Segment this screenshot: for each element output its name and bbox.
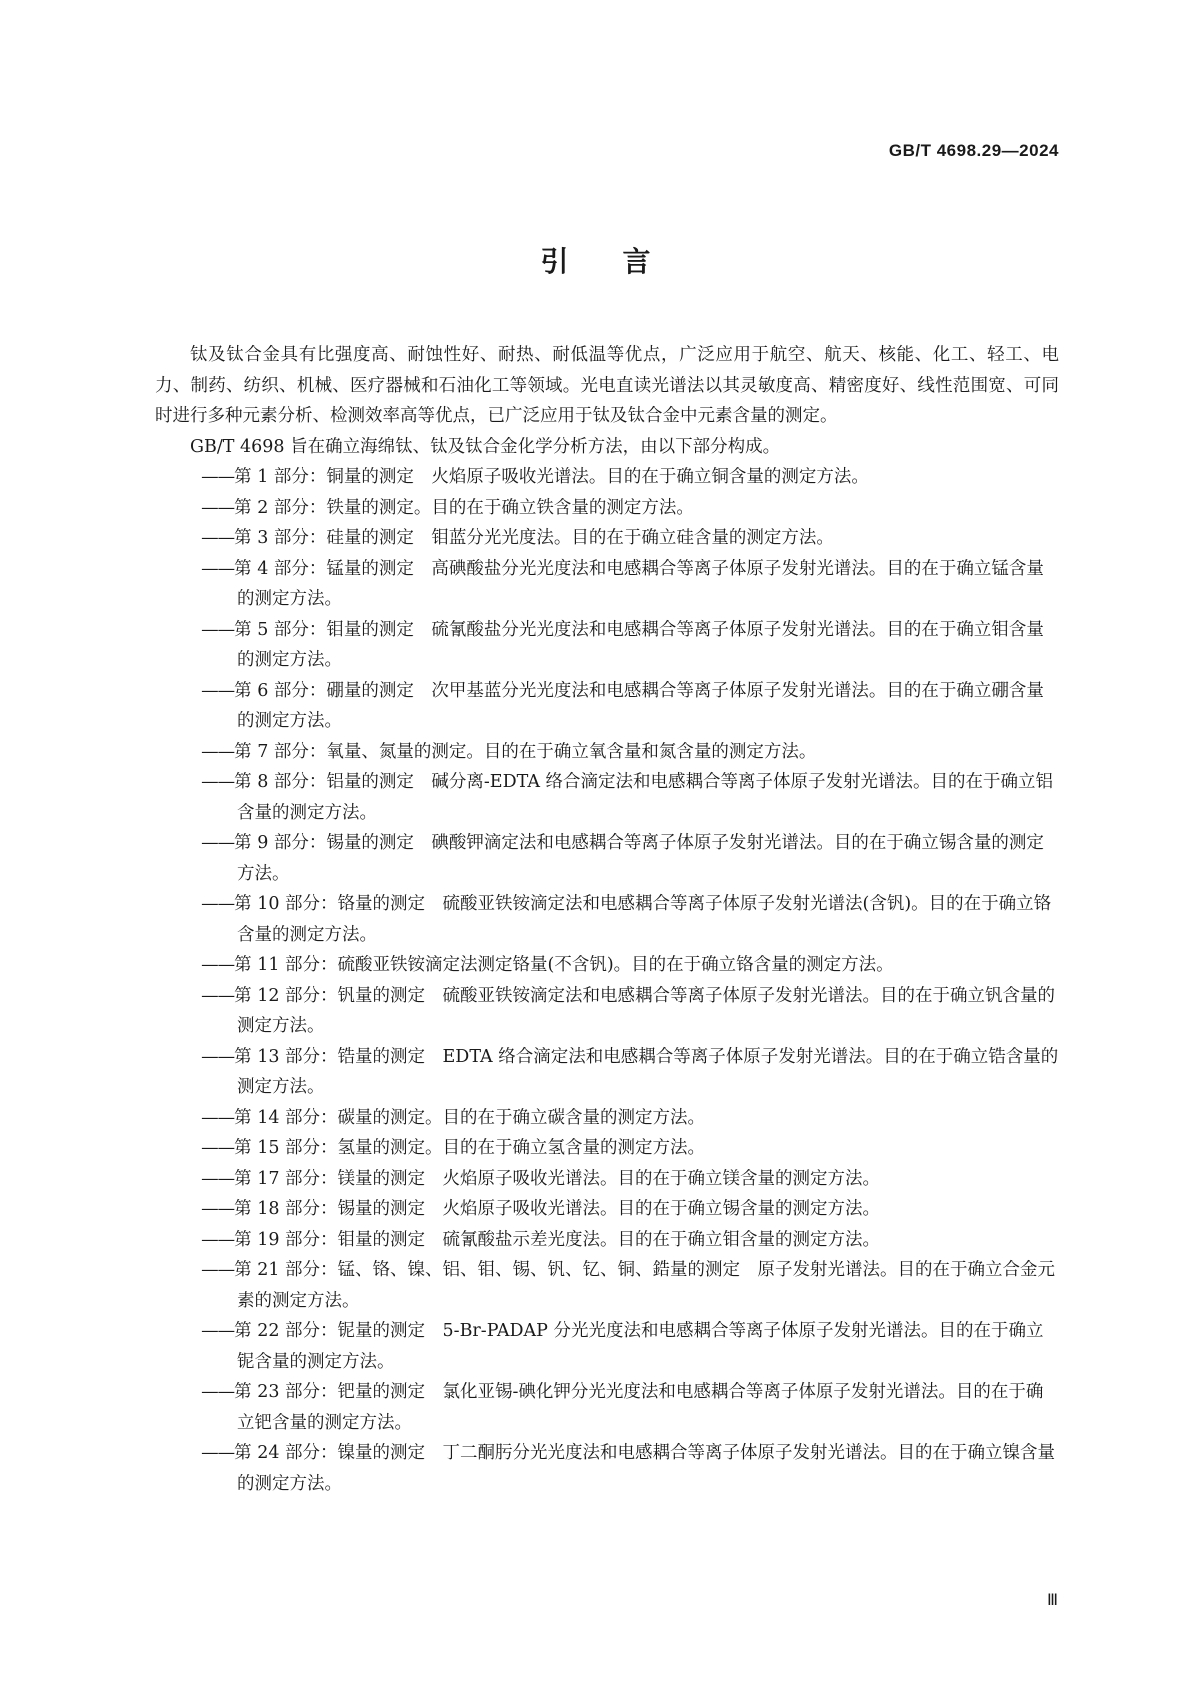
list-item-text: 第 4 部分：锰量的测定 高碘酸盐分光光度法和电感耦合等离子体原子发射光谱法。目的在于确立锰含量的测定方法。 [234,558,1044,609]
list-dash: —— [201,833,235,853]
list-item-text: 第 2 部分：铁量的测定。目的在于确立铁含量的测定方法。 [234,497,694,518]
list-item-text: 第 5 部分：钼量的测定 硫氰酸盐分光光度法和电感耦合等离子体原子发射光谱法。目的在于确立钼含量的测定方法。 [234,619,1044,670]
list-dash: —— [201,558,235,579]
list-item-text: 第 10 部分：铬量的测定 硫酸亚铁铵滴定法和电感耦合等离子体原子发射光谱法(含钒)。目的在于确立铬含量的测定方法。 [234,894,1052,945]
list-item [189,676,1059,737]
list-item-text: 第 19 部分：钼量的测定 硫氰酸盐示差光度法。目的在于确立钼含量的测定方法。 [234,1229,881,1250]
list-item-text: 第 11 部分：硫酸亚铁铵滴定法测定铬量(不含钒)。目的在于确立铬含量的测定方法。 [234,955,894,975]
list-dash: —— [201,741,235,762]
list-dash: —— [201,985,235,1006]
intro-paragraph: 钛及钛合金具有比强度高、耐蚀性好、耐热、耐低温等优点，广泛应用于航空、航天、核能、化工、轻工、电力、制药、纺织、机械、医疗器械和石油化工等领域。光电直读光谱法以其灵敏度高、精密度好、线性范围宽、可同时进行多种元素分析、检测效率高等优点，已广泛应用于钛及钛合金中元素含量的测定。 [155,345,1059,426]
list-dash: —— [201,680,235,701]
list-item-text: 第 1 部分：铜量的测定 火焰原子吸收光谱法。目的在于确立铜含量的测定方法。 [234,467,869,487]
list-item-text: 第 17 部分：镁量的测定 火焰原子吸收光谱法。目的在于确立镁含量的测定方法。 [234,1168,881,1189]
parts-list [155,462,1059,1499]
list-item-text: 第 15 部分：氢量的测定。目的在于确立氢含量的测定方法。 [234,1138,706,1158]
list-dash: —— [201,619,235,640]
list-item-text: 第 23 部分：钯量的测定 氯化亚锡-碘化钾分光光度法和电感耦合等离子体原子发射光谱法。目的在于确立钯含量的测定方法。 [234,1382,1044,1433]
list-dash: —— [201,894,235,914]
list-item [189,1103,1059,1134]
list-dash: —— [201,1260,235,1280]
list-item [189,1438,1059,1499]
list-item-text: 第 21 部分：锰、铬、镍、铝、钼、锡、钒、钇、铜、鋯量的测定 原子发射光谱法。目的在于确立合金元素的测定方法。 [234,1260,1056,1311]
list-item-text: 第 7 部分：氧量、氮量的测定。目的在于确立氧含量和氮含量的测定方法。 [234,741,817,762]
list-dash: —— [201,1046,235,1067]
list-dash: —— [201,1138,235,1158]
list-dash: —— [201,1382,235,1402]
list-item [189,1316,1059,1377]
list-item-text: 第 22 部分：铌量的测定 5-Br-PADAP 分光光度法和电感耦合等离子体原子发射光谱法。目的在于确立铌含量的测定方法。 [234,1321,1044,1372]
list-item-text: 第 12 部分：钒量的测定 硫酸亚铁铵滴定法和电感耦合等离子体原子发射光谱法。目的在于确立钒含量的测定方法。 [234,985,1056,1036]
list-item-text: 第 14 部分：碳量的测定。目的在于确立碳含量的测定方法。 [234,1107,706,1128]
list-dash: —— [201,497,235,518]
list-item [189,462,1059,493]
list-item [189,615,1059,676]
list-dash: —— [201,1107,235,1128]
list-item [189,889,1059,950]
list-dash: —— [201,467,235,487]
list-dash: —— [201,528,235,548]
list-dash: —— [201,1321,235,1341]
page-title: 引言 [540,245,705,278]
list-item [189,981,1059,1042]
list-item [189,1042,1059,1103]
list-dash: —— [201,1168,235,1189]
list-dash: —— [201,1443,235,1463]
list-item-text: 第 8 部分：铝量的测定 碱分离-EDTA 络合滴定法和电感耦合等离子体原子发射光谱法。目的在于确立铝含量的测定方法。 [234,772,1054,823]
list-item [189,523,1059,554]
list-item [189,554,1059,615]
list-item [189,828,1059,889]
list-dash: —— [201,1199,235,1219]
list-item-text: 第 9 部分：锡量的测定 碘酸钾滴定法和电感耦合等离子体原子发射光谱法。目的在于确立锡含量的测定方法。 [234,833,1044,884]
standard-code: GB/T 4698.29—2024 [888,141,1059,160]
list-item [189,950,1059,981]
page-number: Ⅲ [1046,1592,1058,1609]
list-item-text: 第 13 部分：锆量的测定 EDTA 络合滴定法和电感耦合等离子体原子发射光谱法。目的在于确立锆含量的测定方法。 [234,1046,1059,1097]
structure-paragraph: GB/T 4698 旨在确立海绵钛、钛及钛合金化学分析方法，由以下部分构成。 [190,436,781,457]
list-item-text: 第 24 部分：镍量的测定 丁二酮肟分光光度法和电感耦合等离子体原子发射光谱法。目的在于确立镍含量的测定方法。 [234,1443,1056,1494]
list-item [189,1194,1059,1225]
list-item [189,1255,1059,1316]
list-item [189,1225,1059,1256]
list-item-text: 第 6 部分：硼量的测定 次甲基蓝分光光度法和电感耦合等离子体原子发射光谱法。目的在于确立硼含量的测定方法。 [234,680,1044,731]
document-body [155,340,1059,1499]
list-item [189,737,1059,768]
list-dash: —— [201,1229,235,1250]
list-item [189,1133,1059,1164]
list-item [189,767,1059,828]
list-item-text: 第 3 部分：硅量的测定 钼蓝分光光度法。目的在于确立硅含量的测定方法。 [234,528,834,548]
list-dash: —— [201,772,235,792]
list-item [189,1377,1059,1438]
list-dash: —— [201,955,235,975]
list-item [189,1164,1059,1195]
list-item [189,493,1059,524]
list-item-text: 第 18 部分：锡量的测定 火焰原子吸收光谱法。目的在于确立锡含量的测定方法。 [234,1199,881,1219]
